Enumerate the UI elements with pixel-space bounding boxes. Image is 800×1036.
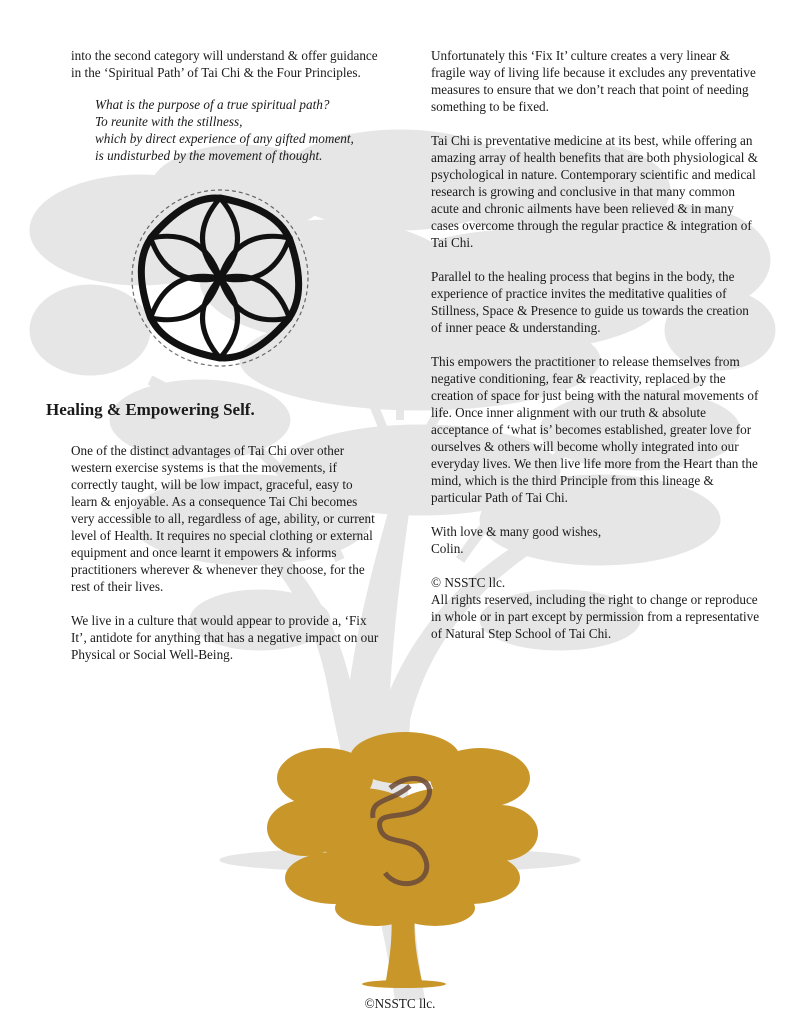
gold-tree-logo (265, 728, 540, 988)
paragraph: Unfortunately this ‘Fix It’ culture creates a very linear & fragile way of living life because it excludes any preventative measures to ensure that we don’t reach that point of needing something to be fixed. (431, 48, 756, 114)
quote-line: which by direct experience of any gifted moment, (95, 131, 354, 146)
paragraph: Parallel to the healing process that begins in the body, the experience of practice invites the meditative qualities of Stillness, Space & Presence to guide us towards the creation of inner peace & understanding. (431, 269, 749, 335)
paragraph: We live in a culture that would appear to provide a, ‘Fix It’, antidote for anything that has a negative impact on our Physical or Social Well-Being. (71, 613, 379, 662)
quote-line: To reunite with the stillness, (95, 114, 243, 129)
spiritual-path-quote (95, 96, 395, 164)
signoff-block (431, 523, 761, 557)
intro-line: in the ‘Spiritual Path’ of Tai Chi & the Four Principles. (71, 65, 361, 80)
copyright-block (431, 574, 761, 642)
section-heading: Healing & Empowering Self. (46, 400, 255, 419)
intro-line: into the second category will understand & offer guidance (71, 48, 378, 63)
signoff: With love & many good wishes, (431, 524, 602, 539)
paragraph: Tai Chi is preventative medicine at its best, while offering an amazing array of health benefits that are both physiological & psychological in nature. Contemporary scientific and medical research is growing and conclusive in that many common acute and chronic ailments have been relieved & in many cases overcome through the regular practice & integration of Tai Chi. (431, 133, 759, 250)
signature: Colin. (431, 541, 464, 556)
six-petal-emblem (120, 178, 320, 378)
right-column-text (431, 47, 761, 642)
quote-line: What is the purpose of a true spiritual path? (95, 97, 330, 112)
quote-line: is undisturbed by the movement of thought. (95, 148, 323, 163)
paragraph: One of the distinct advantages of Tai Chi over other western exercise systems is that the movements, if correctly taught, will be low impact, graceful, easy to learn & enjoyable. As a consequence Tai Chi becomes very accessible to all, regardless of age, ability, or current level of Health. It requires no special clothing or external equipment and once learnt it empowers & informs practitioners wherever & whenever they choose, for the rest of their lives. (71, 443, 375, 594)
intro-text (71, 47, 391, 81)
footer-copyright: ©NSSTC llc. (364, 996, 436, 1011)
rights-notice: All rights reserved, including the right to change or reproduce in whole or in part except by permission from a representative of Natural Step School of Tai Chi. (431, 592, 760, 641)
copyright-line: © NSSTC llc. (431, 575, 506, 590)
left-body-text (71, 442, 381, 680)
paragraph: This empowers the practitioner to release themselves from negative conditioning, fear & reactivity, replaced by the creation of space for just being with the natural movements of life. Once inner alignment with our truth & absolute acceptance of ‘what is’ becomes established, greater love for ourselves & others will become wholly integrated into our everyday lives. We then live life more from the Heart than the mind, which is the third Principle from this lineage & particular Path of Tai Chi. (431, 354, 759, 505)
